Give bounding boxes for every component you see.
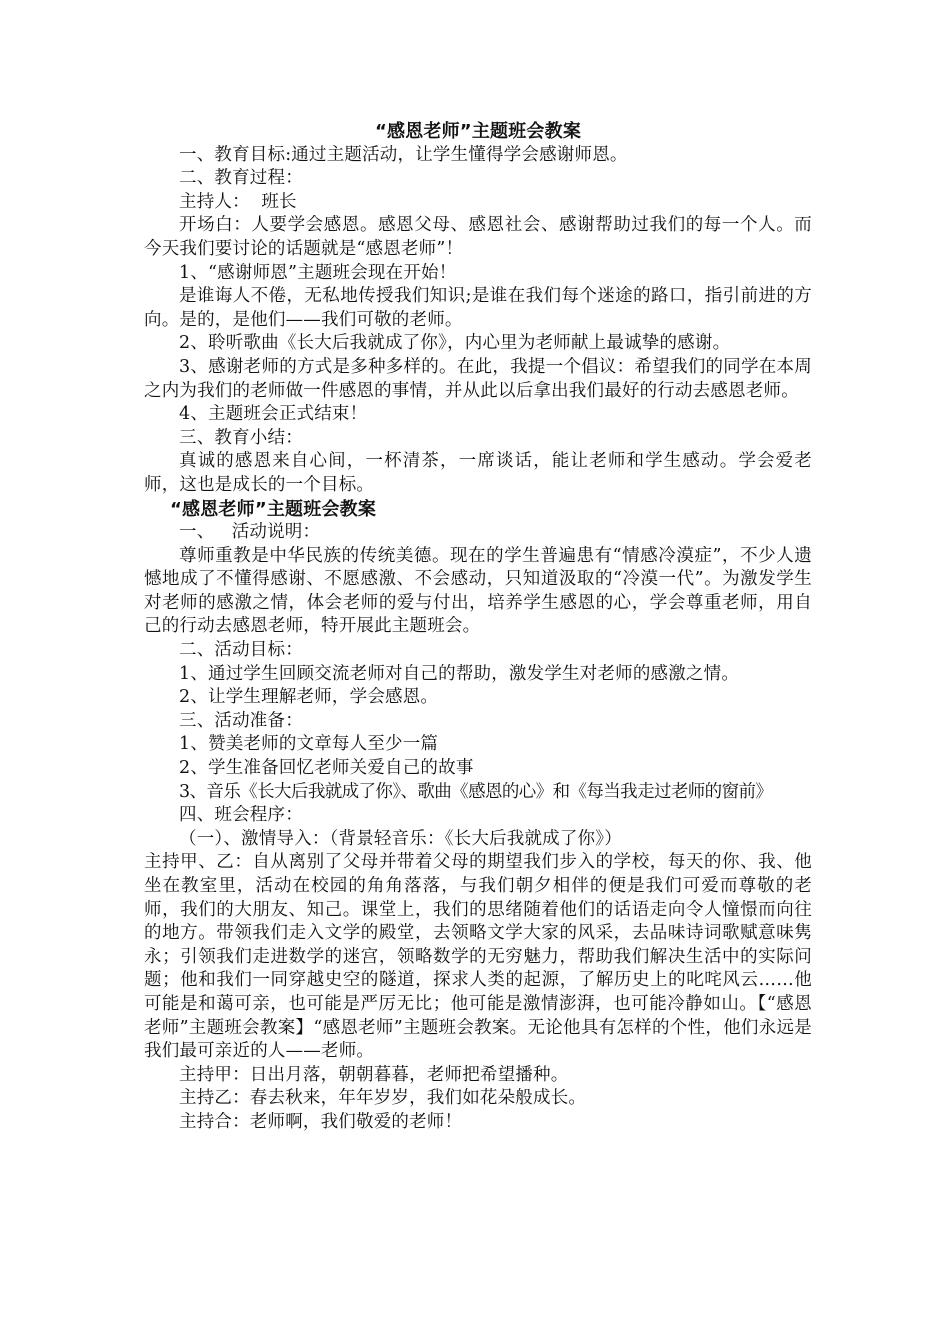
paragraph: 3、感谢老师的方式是多种多样的。在此，我提一个倡议：希望我们的同学在本周之内为我们的老师做一件感恩的事情，并从此以后拿出我们最好的行动去感恩老师。 [144, 356, 812, 401]
document-title: “感恩老师”主题班会教案 [374, 121, 582, 142]
paragraph: 主持甲：日出月落，朝朝暮暮，老师把希望播种。 [179, 1064, 569, 1085]
paragraph: 二、教育过程： [179, 168, 303, 189]
paragraph: 1、“感谢师恩”主题班会现在开始！ [179, 262, 457, 283]
paragraph: 开场白：人要学会感恩。感恩父母、感恩社会、感谢帮助过我们的每一个人。而今天我们要讨论的话题就是“感恩老师”！ [144, 215, 812, 259]
paragraph: 三、教育小结： [179, 427, 303, 448]
paragraph: 2、让学生理解老师，学会感恩。 [179, 687, 439, 708]
section-title: “感恩老师”主题班会教案 [170, 498, 377, 520]
paragraph: 3、音乐《长大后我就成了你》、歌曲《感恩的心》和《每当我走过老师的窗前》 [179, 781, 773, 802]
paragraph: 真诚的感恩来自心间，一杯清茶，一席谈话，能让老师和学生感动。学会爱老师，这也是成长的一个目标。 [144, 451, 812, 495]
paragraph: 2、学生准备回忆老师关爱自己的故事 [179, 758, 474, 779]
paragraph: 主持合：老师啊，我们敬爱的老师！ [179, 1111, 463, 1132]
paragraph: 主持人： 班长 [179, 191, 297, 212]
paragraph: （一）、激情导入：（背景轻音乐：《长大后我就成了你》） [179, 828, 622, 849]
paragraph: 一、教育目标:通过主题活动，让学生懂得学会感谢师恩。 [179, 144, 628, 165]
paragraph: 二、活动目标： [179, 640, 303, 661]
paragraph: 1、赞美老师的文章每人至少一篇 [179, 734, 439, 755]
paragraph: 四、班会程序： [179, 805, 303, 826]
paragraph: 1、通过学生回顾交流老师对自己的帮助，激发学生对老师的感激之情。 [179, 663, 740, 684]
paragraph: 2、聆听歌曲《长大后我就成了你》，内心里为老师献上最诚挚的感谢。 [179, 333, 731, 354]
paragraph: 尊师重教是中华民族的传统美德。现在的学生普遍患有“情感冷漠症”，不少人遗憾地成了不懂得感谢、不愿感激、不会感动，只知道汲取的“冷漠一代”。为激发学生对老师的感激之情，体会老师的爱与付出，培养学生感恩的心，学会尊重老师，用自己的行动去感恩老师，特开展此主题班会。 [144, 545, 812, 637]
paragraph: 是谁诲人不倦，无私地传授我们知识;是谁在我们每个迷途的路口，指引前进的方向。是的，是他们——我们可敬的老师。 [144, 286, 812, 330]
paragraph: 三、活动准备： [179, 710, 303, 731]
paragraph: 主持甲、乙：自从离别了父母并带着父母的期望我们步入的学校，每天的你、我、他坐在教室里，活动在校园的角角落落，与我们朝夕相伴的便是我们可爱而尊敬的老师，我们的大朋友、知己。课堂上，我们的思绪随着他们的话语走向令人憧憬而向往的地方。带领我们走入文学的殿堂，去领略文学大家的风采，去品味诗词歌赋意味隽永；引领我们走进数学的迷宫，领略数学的无穷魅力，帮助我们解决生活中的实际问题；他和我们一同穿越史空的隧道，探求人类的起源，了解历史上的叱咤风云……他可能是和蔼可亲，也可能是严厉无比；他可能是激情澎湃，也可能冷静如山。【“感恩老师”主题班会教案】“感恩老师”主题班会教案。无论他具有怎样的个性，他们永远是我们最可亲近的人——老师。 [144, 852, 812, 1062]
paragraph: 一、 活动说明： [179, 522, 321, 543]
paragraph: 4、主题班会正式结束！ [179, 404, 368, 425]
document-body [144, 120, 812, 1135]
paragraph: 主持乙：春去秋来，年年岁岁，我们如花朵般成长。 [179, 1088, 587, 1109]
